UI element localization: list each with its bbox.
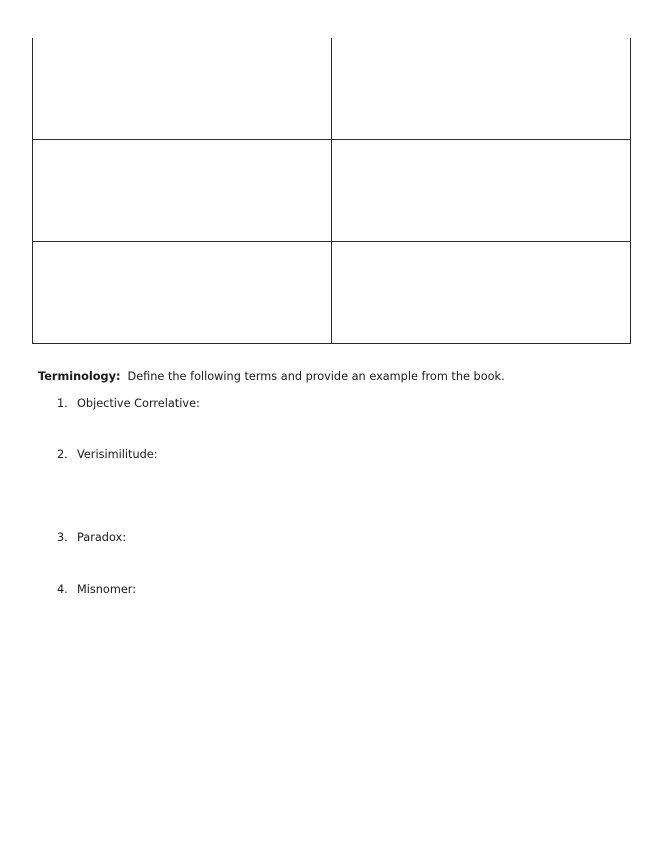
list-item-label: Objective Correlative: <box>77 397 200 410</box>
list-item <box>57 447 158 463</box>
list-item-number: 3. <box>57 531 68 544</box>
terminology-label: Terminology: <box>38 370 121 383</box>
list-item-number: 4. <box>57 583 68 596</box>
list-item-label: Paradox: <box>77 531 127 544</box>
list-item-label: Misnomer: <box>77 583 137 596</box>
list-item-number: 1. <box>57 397 68 410</box>
terminology-instruction: Define the following terms and provide an example from the book. <box>127 370 505 383</box>
list-item <box>57 582 136 598</box>
list-item <box>57 530 126 546</box>
list-item-number: 2. <box>57 448 68 461</box>
list-item-label: Verisimilitude: <box>77 448 158 461</box>
list-item <box>57 396 200 412</box>
